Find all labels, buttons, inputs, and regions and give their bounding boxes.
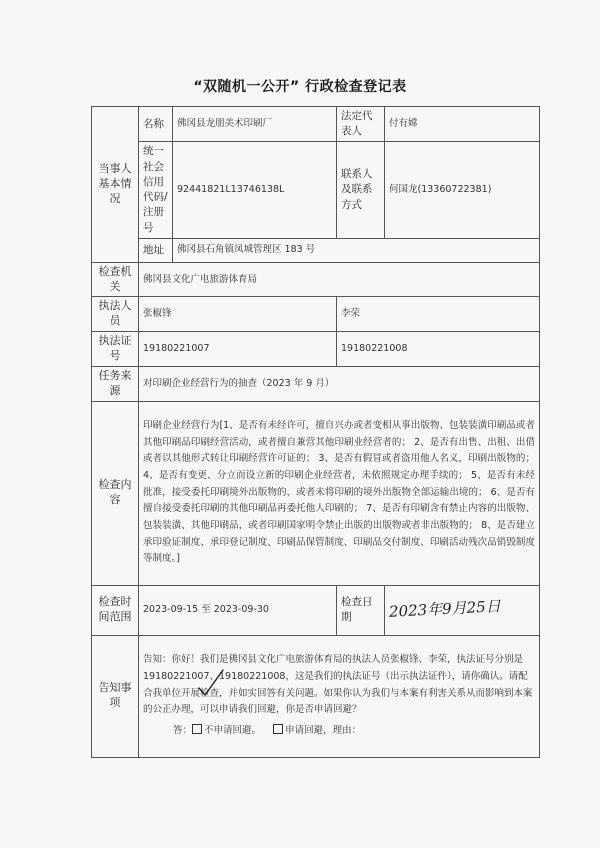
option-no-recusal: 不申请回避。 — [204, 724, 262, 736]
notice-text: 告知：你好！我们是佛冈县文化广电旅游体育局的执法人员张椒锋、李荣，执法证号分别是 19180221007、19180221008，这是我们的执法证号（出示执法证件），请你确认。请配合我单位开展检查，并如实回答有关问题。如果你认为我们与本案有利害关系从而影响到本案的公正办理，可以申请我们回避，你是否申请回避？ — [143, 654, 533, 716]
address-label: 地址 — [139, 238, 173, 262]
contact-label: 联系人及联系方式 — [337, 142, 385, 238]
inspection-content-text: 印刷企业经营行为[1、是否有未经许可，擅自兴办或者变相从事出版物、包装装潢印刷品或者其他印刷品印刷经营活动，或者擅自兼营其他印刷业经营者的； 2、是否有出售、出租、出借或者以其他形式转让印刷经营许可证的； 3、是否有假冒或者盗用他人名义，印刷出版物的； 4、是否有变更、分立而设立新的印刷企业经营者，未依照规定办理手续的； 5、是否有未经批准，接受委托印刷境外出版物的，或者未将印刷的境外出版物全部运输出境的； 6、是否有擅自接受委托印刷的其他印刷品再委托他人印刷的； 7、是否有印刷含有禁止内容的出版物、包装装潢、其他印刷品，或者印刷国家明令禁止出版的出版物或者非出版物的； 8、是否建立承印验证制度、承印登记制度、印刷品保管制度、印刷品交付制度、印刷活动残次品销毁制度等制度。] — [139, 401, 540, 585]
period-label: 检查时间范围 — [92, 585, 139, 635]
contact-value: 何国龙(13360722381) — [385, 142, 540, 238]
certificates-label: 执法证号 — [92, 332, 139, 367]
inspection-date-label: 检查日期 — [337, 585, 385, 635]
legal-rep-value: 付有嫦 — [385, 107, 540, 142]
inspection-date-cell — [385, 585, 540, 635]
party-section-label: 当事人基本情况 — [92, 107, 139, 263]
period-value: 2023-09-15 至 2023-09-30 — [139, 585, 337, 635]
checkbox-no-recusal[interactable] — [192, 724, 202, 734]
inspection-content-label: 检查内容 — [92, 401, 139, 585]
handwritten-date: 2023年9月25日 — [388, 597, 502, 622]
officer-1: 张椒锋 — [139, 297, 337, 332]
agency-value: 佛冈县文化广电旅游体育局 — [139, 262, 540, 297]
officers-label: 执法人员 — [92, 297, 139, 332]
document-title: “双随机一公开” 行政检查登记表 — [193, 79, 407, 95]
officer-2: 李荣 — [337, 297, 540, 332]
cert-number-2: 19180221008 — [337, 332, 540, 367]
checkbox-recusal[interactable] — [273, 724, 283, 734]
address-value: 佛冈县石角镇凤城管理区 183 号 — [173, 238, 540, 262]
check-mark-icon — [196, 668, 226, 698]
name-label: 名称 — [139, 107, 173, 142]
task-source-value: 对印刷企业经营行为的抽查（2023 年 9 月） — [139, 366, 540, 401]
option-recusal: 申请回避，理由： — [285, 724, 362, 736]
notice-label: 告知事项 — [92, 635, 139, 757]
recusal-choice — [143, 723, 535, 740]
party-name: 佛冈县龙朋美术印刷厂 — [173, 107, 337, 142]
credit-code-label: 统一社会信用代码/注册号 — [139, 142, 173, 238]
cert-number-1: 19180221007 — [139, 332, 337, 367]
agency-label: 检查机关 — [92, 262, 139, 297]
answer-prefix: 答： — [173, 724, 193, 736]
legal-rep-label: 法定代表人 — [337, 107, 385, 142]
credit-code-value: 92441821L13746138L — [173, 142, 337, 238]
inspection-form — [91, 106, 540, 758]
task-source-label: 任务来源 — [92, 366, 139, 401]
